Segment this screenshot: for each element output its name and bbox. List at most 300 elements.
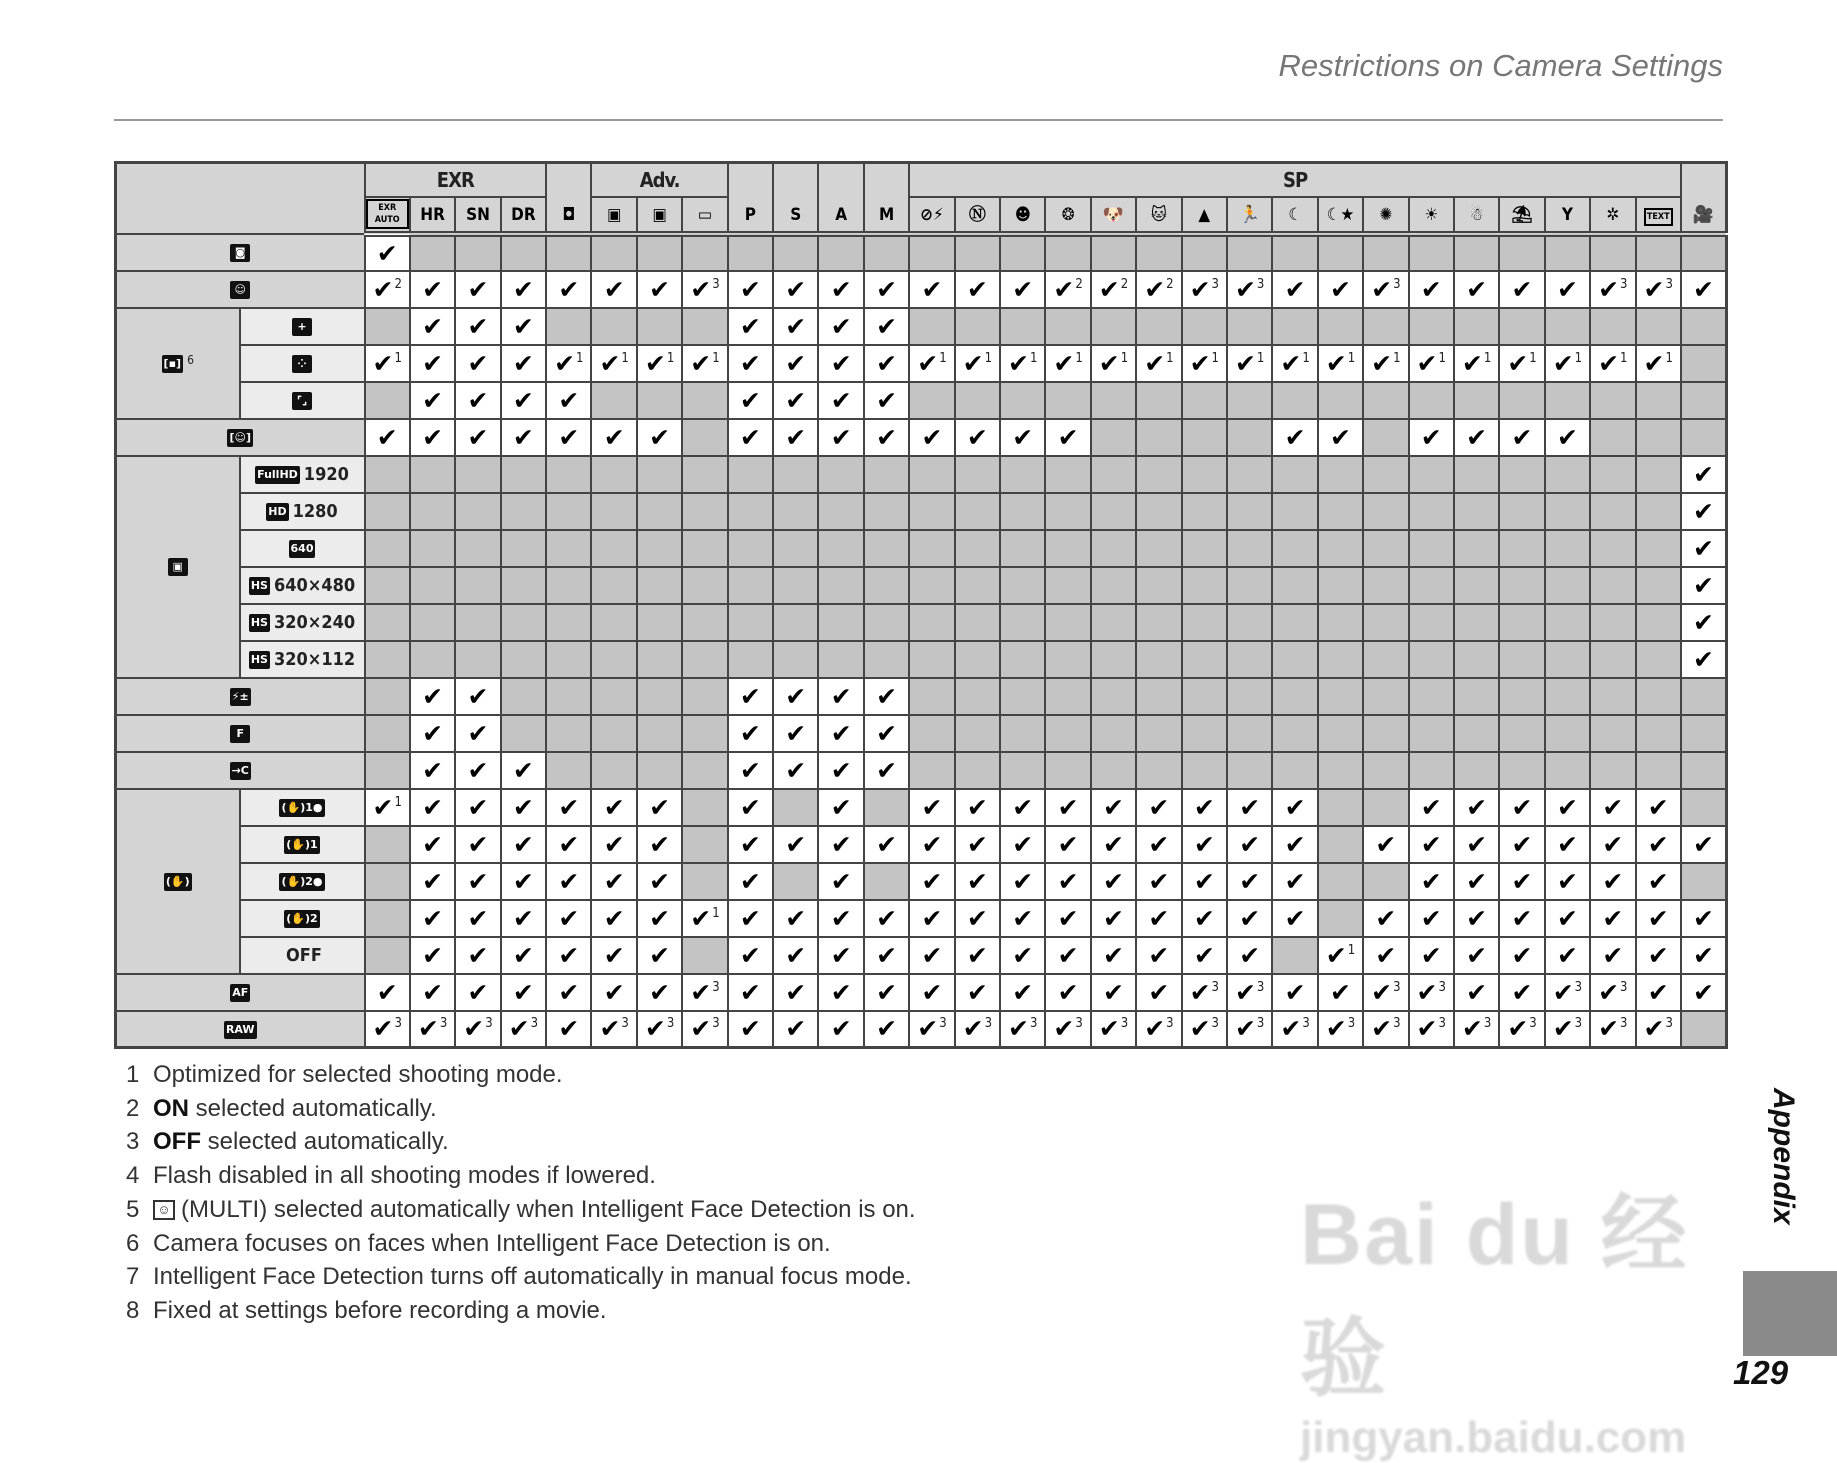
checkmark-icon: ✔ — [1144, 1014, 1166, 1044]
checkmark-icon: ✔ — [603, 866, 625, 896]
empty-cell — [818, 530, 863, 567]
empty-cell — [682, 937, 727, 974]
checkmark-icon: ✔ — [649, 940, 671, 970]
checkmark-icon: ✔ — [1148, 866, 1170, 896]
empty-cell — [365, 493, 410, 530]
empty-cell — [637, 715, 682, 752]
empty-cell — [1000, 382, 1045, 419]
empty-cell — [1363, 715, 1408, 752]
check-cell — [501, 826, 546, 863]
exr-auto-icon: EXR AUTO — [366, 199, 409, 229]
check-cell — [1136, 863, 1181, 900]
checkmark-icon: ✔ — [1239, 940, 1261, 970]
check-cell — [591, 271, 636, 308]
footnote-number: 5 — [126, 1195, 140, 1223]
check-cell — [818, 863, 863, 900]
row-label-text: 320×112 — [273, 648, 356, 670]
empty-cell — [1182, 678, 1227, 715]
empty-cell — [1091, 382, 1136, 419]
check-cell — [955, 345, 1000, 382]
checkmark-icon: ✔ — [921, 977, 943, 1007]
checkmark-icon: ✔ — [1647, 977, 1669, 1007]
checkmark-icon: ✔ — [644, 348, 666, 378]
empty-cell — [864, 567, 909, 604]
checkmark-icon: ✔ — [649, 274, 671, 304]
empty-cell — [1499, 715, 1544, 752]
empty-cell — [955, 678, 1000, 715]
row-sub-label — [240, 308, 365, 345]
checkmark-icon: ✔ — [417, 1014, 439, 1044]
check-cell — [1499, 826, 1544, 863]
empty-cell — [1636, 530, 1682, 567]
footnote-ref: 1 — [1256, 350, 1265, 366]
empty-cell — [546, 567, 591, 604]
check-cell — [1454, 271, 1499, 308]
empty-cell — [637, 308, 682, 345]
column-header — [591, 197, 636, 234]
empty-cell — [1318, 715, 1363, 752]
hs-icon: HS — [249, 577, 270, 595]
footnote-ref: 3 — [439, 1016, 448, 1032]
check-cell — [909, 345, 954, 382]
checkmark-icon: ✔ — [739, 681, 761, 711]
empty-cell — [1227, 752, 1272, 789]
empty-cell — [637, 567, 682, 604]
footnote-ref: 3 — [666, 1016, 675, 1032]
check-cell — [1182, 826, 1227, 863]
check-cell — [1272, 789, 1317, 826]
check-cell — [591, 419, 636, 456]
header-rule — [114, 119, 1723, 121]
check-cell — [410, 419, 455, 456]
empty-cell — [546, 641, 591, 678]
checkmark-icon: ✔ — [1461, 348, 1483, 378]
empty-cell — [773, 234, 818, 271]
checkmark-icon: ✔ — [739, 977, 761, 1007]
check-cell — [637, 1011, 682, 1048]
check-cell — [818, 271, 863, 308]
checkmark-icon: ✔ — [739, 866, 761, 896]
check-cell — [1227, 789, 1272, 826]
footnote-ref: 3 — [1620, 276, 1628, 292]
check-cell — [455, 419, 500, 456]
column-header — [410, 197, 455, 234]
empty-cell — [909, 493, 954, 530]
footnote-bold: OFF — [153, 1128, 201, 1156]
film-simulation-icon: F — [230, 725, 250, 743]
checkmark-icon: ✔ — [1012, 829, 1034, 859]
checkmark-icon: ✔ — [558, 792, 580, 822]
checkmark-icon: ✔ — [1234, 348, 1256, 378]
checkmark-icon: ✔ — [1556, 792, 1578, 822]
checkmark-icon: ✔ — [1103, 792, 1124, 822]
check-cell — [955, 271, 1000, 308]
checkmark-icon: ✔ — [1511, 274, 1533, 304]
checkmark-icon: ✔ — [422, 348, 444, 378]
empty-cell — [864, 604, 909, 641]
check-cell — [1409, 974, 1454, 1011]
footnote-ref: 3 — [1438, 979, 1446, 995]
checkmark-icon: ✔ — [1602, 940, 1624, 970]
footnote-ref: 3 — [939, 1016, 947, 1032]
checkmark-icon: ✔ — [376, 422, 398, 452]
checkmark-icon: ✔ — [1193, 792, 1215, 822]
check-cell — [637, 937, 682, 974]
checkmark-icon: ✔ — [876, 385, 898, 415]
checkmark-icon: ✔ — [739, 903, 761, 933]
footnotes — [126, 1058, 916, 1328]
checkmark-icon: ✔ — [1602, 866, 1624, 896]
beach-icon: ⛱ — [1511, 204, 1533, 225]
checkmark-icon: ✔ — [1416, 977, 1438, 1007]
checkmark-icon: ✔ — [1193, 903, 1215, 933]
checkmark-icon: ✔ — [830, 718, 852, 748]
empty-cell — [1136, 641, 1181, 678]
checkmark-icon: ✔ — [512, 866, 534, 896]
empty-cell — [1363, 678, 1408, 715]
checkmark-icon: ✔ — [690, 1014, 712, 1044]
checkmark-icon: ✔ — [830, 311, 852, 341]
checkmark-icon: ✔ — [1103, 903, 1124, 933]
check-cell — [1681, 900, 1726, 937]
empty-cell — [591, 493, 636, 530]
flower-icon: ✲ — [1606, 204, 1620, 225]
empty-cell — [365, 456, 410, 493]
checkmark-icon: ✔ — [1329, 977, 1351, 1007]
column-header — [1091, 197, 1136, 234]
footnote-ref: 3 — [1256, 979, 1265, 995]
footnote-item — [126, 1092, 916, 1126]
movie-size-icon: ▣ — [168, 558, 188, 576]
empty-cell — [1454, 567, 1499, 604]
checkmark-icon: ✔ — [785, 755, 807, 785]
check-cell — [1091, 271, 1136, 308]
empty-cell — [591, 456, 636, 493]
empty-cell — [1590, 678, 1635, 715]
column-group-label: Adv. — [639, 167, 680, 192]
check-cell — [1545, 900, 1590, 937]
empty-cell — [1272, 308, 1317, 345]
checkmark-icon: ✔ — [1420, 903, 1442, 933]
checkmark-icon: ✔ — [1556, 422, 1578, 452]
empty-cell — [637, 641, 682, 678]
empty-cell — [365, 530, 410, 567]
footnote-ref: 1 — [1483, 350, 1492, 366]
empty-cell — [1227, 234, 1272, 271]
empty-cell — [591, 530, 636, 567]
row-label — [116, 752, 365, 789]
empty-cell — [1272, 530, 1317, 567]
column-header — [1045, 197, 1090, 234]
empty-cell — [1499, 641, 1544, 678]
empty-cell — [1590, 567, 1635, 604]
empty-cell — [1136, 678, 1181, 715]
checkmark-icon: ✔ — [512, 348, 534, 378]
check-cell — [1182, 974, 1227, 1011]
check-cell — [1681, 456, 1726, 493]
check-cell — [455, 937, 500, 974]
checkmark-icon: ✔ — [966, 274, 988, 304]
checkmark-icon: ✔ — [1284, 866, 1306, 896]
check-cell — [1590, 900, 1635, 937]
footnote-ref: 3 — [394, 1016, 402, 1032]
empty-cell — [591, 308, 636, 345]
empty-cell — [1499, 752, 1544, 789]
checkmark-icon: ✔ — [512, 755, 534, 785]
row-sub-label — [240, 604, 365, 641]
checkmark-icon: ✔ — [422, 755, 444, 785]
footnote-ref: 3 — [1120, 1016, 1129, 1032]
checkmark-icon: ✔ — [876, 274, 898, 304]
empty-cell — [1681, 419, 1726, 456]
checkmark-icon: ✔ — [603, 829, 625, 859]
empty-cell — [1227, 382, 1272, 419]
checkmark-icon: ✔ — [690, 274, 712, 304]
checkmark-icon: ✔ — [1602, 792, 1624, 822]
check-cell — [682, 345, 727, 382]
checkmark-icon: ✔ — [739, 829, 761, 859]
checkmark-icon: ✔ — [917, 348, 939, 378]
footnote-ref: 3 — [1529, 1016, 1537, 1032]
footnote-ref: 3 — [1256, 1016, 1265, 1032]
empty-cell — [1454, 752, 1499, 789]
empty-cell — [591, 752, 636, 789]
empty-cell — [1000, 752, 1045, 789]
table-row — [116, 863, 1727, 900]
empty-cell — [1182, 308, 1227, 345]
empty-cell — [501, 456, 546, 493]
checkmark-icon: ✔ — [1692, 533, 1714, 563]
empty-cell — [591, 234, 636, 271]
check-cell — [1227, 863, 1272, 900]
face-detection-icon: ☺ — [230, 281, 250, 299]
checkmark-icon: ✔ — [1144, 274, 1166, 304]
checkmark-icon: ✔ — [422, 866, 444, 896]
empty-cell — [1545, 530, 1590, 567]
empty-cell — [1681, 234, 1726, 271]
check-cell — [546, 271, 591, 308]
check-cell — [1681, 530, 1726, 567]
empty-cell — [1272, 456, 1317, 493]
checkmark-icon: ✔ — [876, 718, 898, 748]
checkmark-icon: ✔ — [1193, 829, 1215, 859]
empty-cell — [1636, 493, 1682, 530]
empty-cell — [1091, 530, 1136, 567]
footnote-item — [126, 1058, 916, 1092]
empty-cell — [682, 419, 727, 456]
empty-cell — [591, 604, 636, 641]
footnote-ref: 1 — [1574, 350, 1583, 366]
footnote-ref: 3 — [1620, 979, 1628, 995]
footnote-ref: 1 — [939, 350, 947, 366]
check-cell — [1454, 937, 1499, 974]
check-cell — [818, 974, 863, 1011]
exr-hr-icon: HR — [420, 204, 445, 225]
checkmark-icon: ✔ — [1057, 829, 1079, 859]
table-row — [116, 604, 1727, 641]
empty-cell — [909, 530, 954, 567]
check-cell — [501, 863, 546, 900]
empty-cell — [1636, 382, 1682, 419]
checkmark-icon: ✔ — [1148, 829, 1170, 859]
check-cell — [1454, 974, 1499, 1011]
row-sub-label — [240, 493, 365, 530]
column-header — [682, 197, 727, 234]
empty-cell — [637, 530, 682, 567]
dog-icon: 🐶 — [1102, 204, 1125, 225]
checkmark-icon: ✔ — [1511, 792, 1533, 822]
checkmark-icon: ✔ — [1511, 940, 1533, 970]
empty-cell — [1363, 530, 1408, 567]
check-cell — [1182, 345, 1227, 382]
column-header — [501, 197, 546, 234]
empty-cell — [1091, 752, 1136, 789]
check-cell — [728, 900, 773, 937]
empty-cell — [682, 715, 727, 752]
empty-cell — [773, 789, 818, 826]
check-cell — [1681, 641, 1726, 678]
empty-cell — [410, 234, 455, 271]
checkmark-icon: ✔ — [1234, 1014, 1256, 1044]
empty-cell — [1136, 715, 1181, 752]
row-sub-label — [240, 456, 365, 493]
footnote-ref: 1 — [1529, 350, 1537, 366]
check-cell — [455, 715, 500, 752]
checkmark-icon: ✔ — [1598, 274, 1620, 304]
check-cell — [1318, 345, 1363, 382]
empty-cell — [410, 456, 455, 493]
empty-cell — [1318, 382, 1363, 419]
check-cell — [1272, 974, 1317, 1011]
footnote-ref: 1 — [576, 350, 584, 366]
header-group-row — [116, 163, 1727, 197]
checkmark-icon: ✔ — [1371, 1014, 1393, 1044]
check-cell — [591, 937, 636, 974]
empty-cell — [1272, 641, 1317, 678]
check-cell — [909, 937, 954, 974]
footnote-ref: 3 — [984, 1016, 993, 1032]
empty-cell — [1590, 604, 1635, 641]
empty-cell — [1409, 493, 1454, 530]
empty-cell — [1136, 419, 1181, 456]
exr-dr-icon: DR — [511, 204, 536, 225]
check-cell — [1272, 900, 1317, 937]
checkmark-icon: ✔ — [467, 903, 489, 933]
checkmark-icon: ✔ — [1234, 274, 1256, 304]
checkmark-icon: ✔ — [917, 1014, 939, 1044]
empty-cell — [1636, 604, 1682, 641]
empty-cell — [1590, 234, 1635, 271]
checkmark-icon: ✔ — [372, 792, 394, 822]
checkmark-icon: ✔ — [1098, 1014, 1120, 1044]
empty-cell — [591, 567, 636, 604]
footnote-ref: 3 — [1620, 1016, 1628, 1032]
checkmark-icon: ✔ — [1148, 903, 1170, 933]
exr-sn-icon: SN — [466, 204, 490, 225]
check-cell — [1318, 1011, 1363, 1048]
check-cell — [1545, 1011, 1590, 1048]
check-cell — [1636, 863, 1682, 900]
footnote-number: 4 — [126, 1162, 140, 1190]
empty-cell — [1363, 752, 1408, 789]
checkmark-icon: ✔ — [1647, 940, 1669, 970]
empty-cell — [682, 678, 727, 715]
checkmark-icon: ✔ — [1239, 829, 1261, 859]
empty-cell — [1182, 752, 1227, 789]
empty-cell — [909, 382, 954, 419]
checkmark-icon: ✔ — [1556, 903, 1578, 933]
empty-cell — [728, 493, 773, 530]
check-cell — [1681, 974, 1726, 1011]
empty-cell — [909, 752, 954, 789]
checkmark-icon: ✔ — [739, 940, 761, 970]
checkmark-icon: ✔ — [1420, 792, 1442, 822]
portrait-icon: ☻ — [1014, 204, 1031, 225]
empty-cell — [1318, 493, 1363, 530]
footnote-ref: 1 — [1620, 350, 1628, 366]
check-cell — [1045, 789, 1090, 826]
checkmark-icon: ✔ — [739, 385, 761, 415]
empty-cell — [1636, 419, 1682, 456]
empty-cell — [501, 604, 546, 641]
check-cell — [1136, 974, 1181, 1011]
empty-cell — [410, 530, 455, 567]
empty-cell — [501, 715, 546, 752]
check-cell — [1136, 826, 1181, 863]
checkmark-icon: ✔ — [1239, 866, 1261, 896]
empty-cell — [1045, 641, 1090, 678]
empty-cell — [1545, 456, 1590, 493]
check-cell — [591, 974, 636, 1011]
checkmark-icon: ✔ — [962, 1014, 984, 1044]
empty-cell — [1499, 678, 1544, 715]
empty-cell — [1545, 234, 1590, 271]
checkmark-icon: ✔ — [876, 1014, 898, 1044]
checkmark-icon: ✔ — [1556, 274, 1578, 304]
column-header — [1272, 197, 1317, 234]
checkmark-icon: ✔ — [921, 829, 943, 859]
empty-cell — [682, 530, 727, 567]
empty-cell — [1409, 641, 1454, 678]
check-cell — [1045, 1011, 1090, 1048]
check-cell — [637, 789, 682, 826]
empty-cell — [546, 678, 591, 715]
empty-cell — [1454, 604, 1499, 641]
checkmark-icon: ✔ — [512, 274, 534, 304]
footnote-ref: 3 — [1166, 1016, 1174, 1032]
empty-cell — [1227, 456, 1272, 493]
empty-cell — [1681, 789, 1726, 826]
checkmark-icon: ✔ — [966, 977, 988, 1007]
table-row — [116, 937, 1727, 974]
checkmark-icon: ✔ — [1466, 903, 1488, 933]
column-header — [818, 163, 863, 234]
check-cell — [1227, 345, 1272, 382]
footnote-ref: 3 — [485, 1016, 493, 1032]
empty-cell — [1182, 493, 1227, 530]
footnote-ref: 3 — [1393, 1016, 1401, 1032]
row-label-text: 1280 — [292, 500, 338, 522]
checkmark-icon: ✔ — [1371, 348, 1393, 378]
check-cell — [909, 863, 954, 900]
check-cell — [773, 826, 818, 863]
check-cell — [1545, 826, 1590, 863]
check-cell — [728, 752, 773, 789]
empty-cell — [955, 604, 1000, 641]
empty-cell — [1454, 530, 1499, 567]
checkmark-icon: ✔ — [785, 1014, 807, 1044]
check-cell — [1409, 419, 1454, 456]
